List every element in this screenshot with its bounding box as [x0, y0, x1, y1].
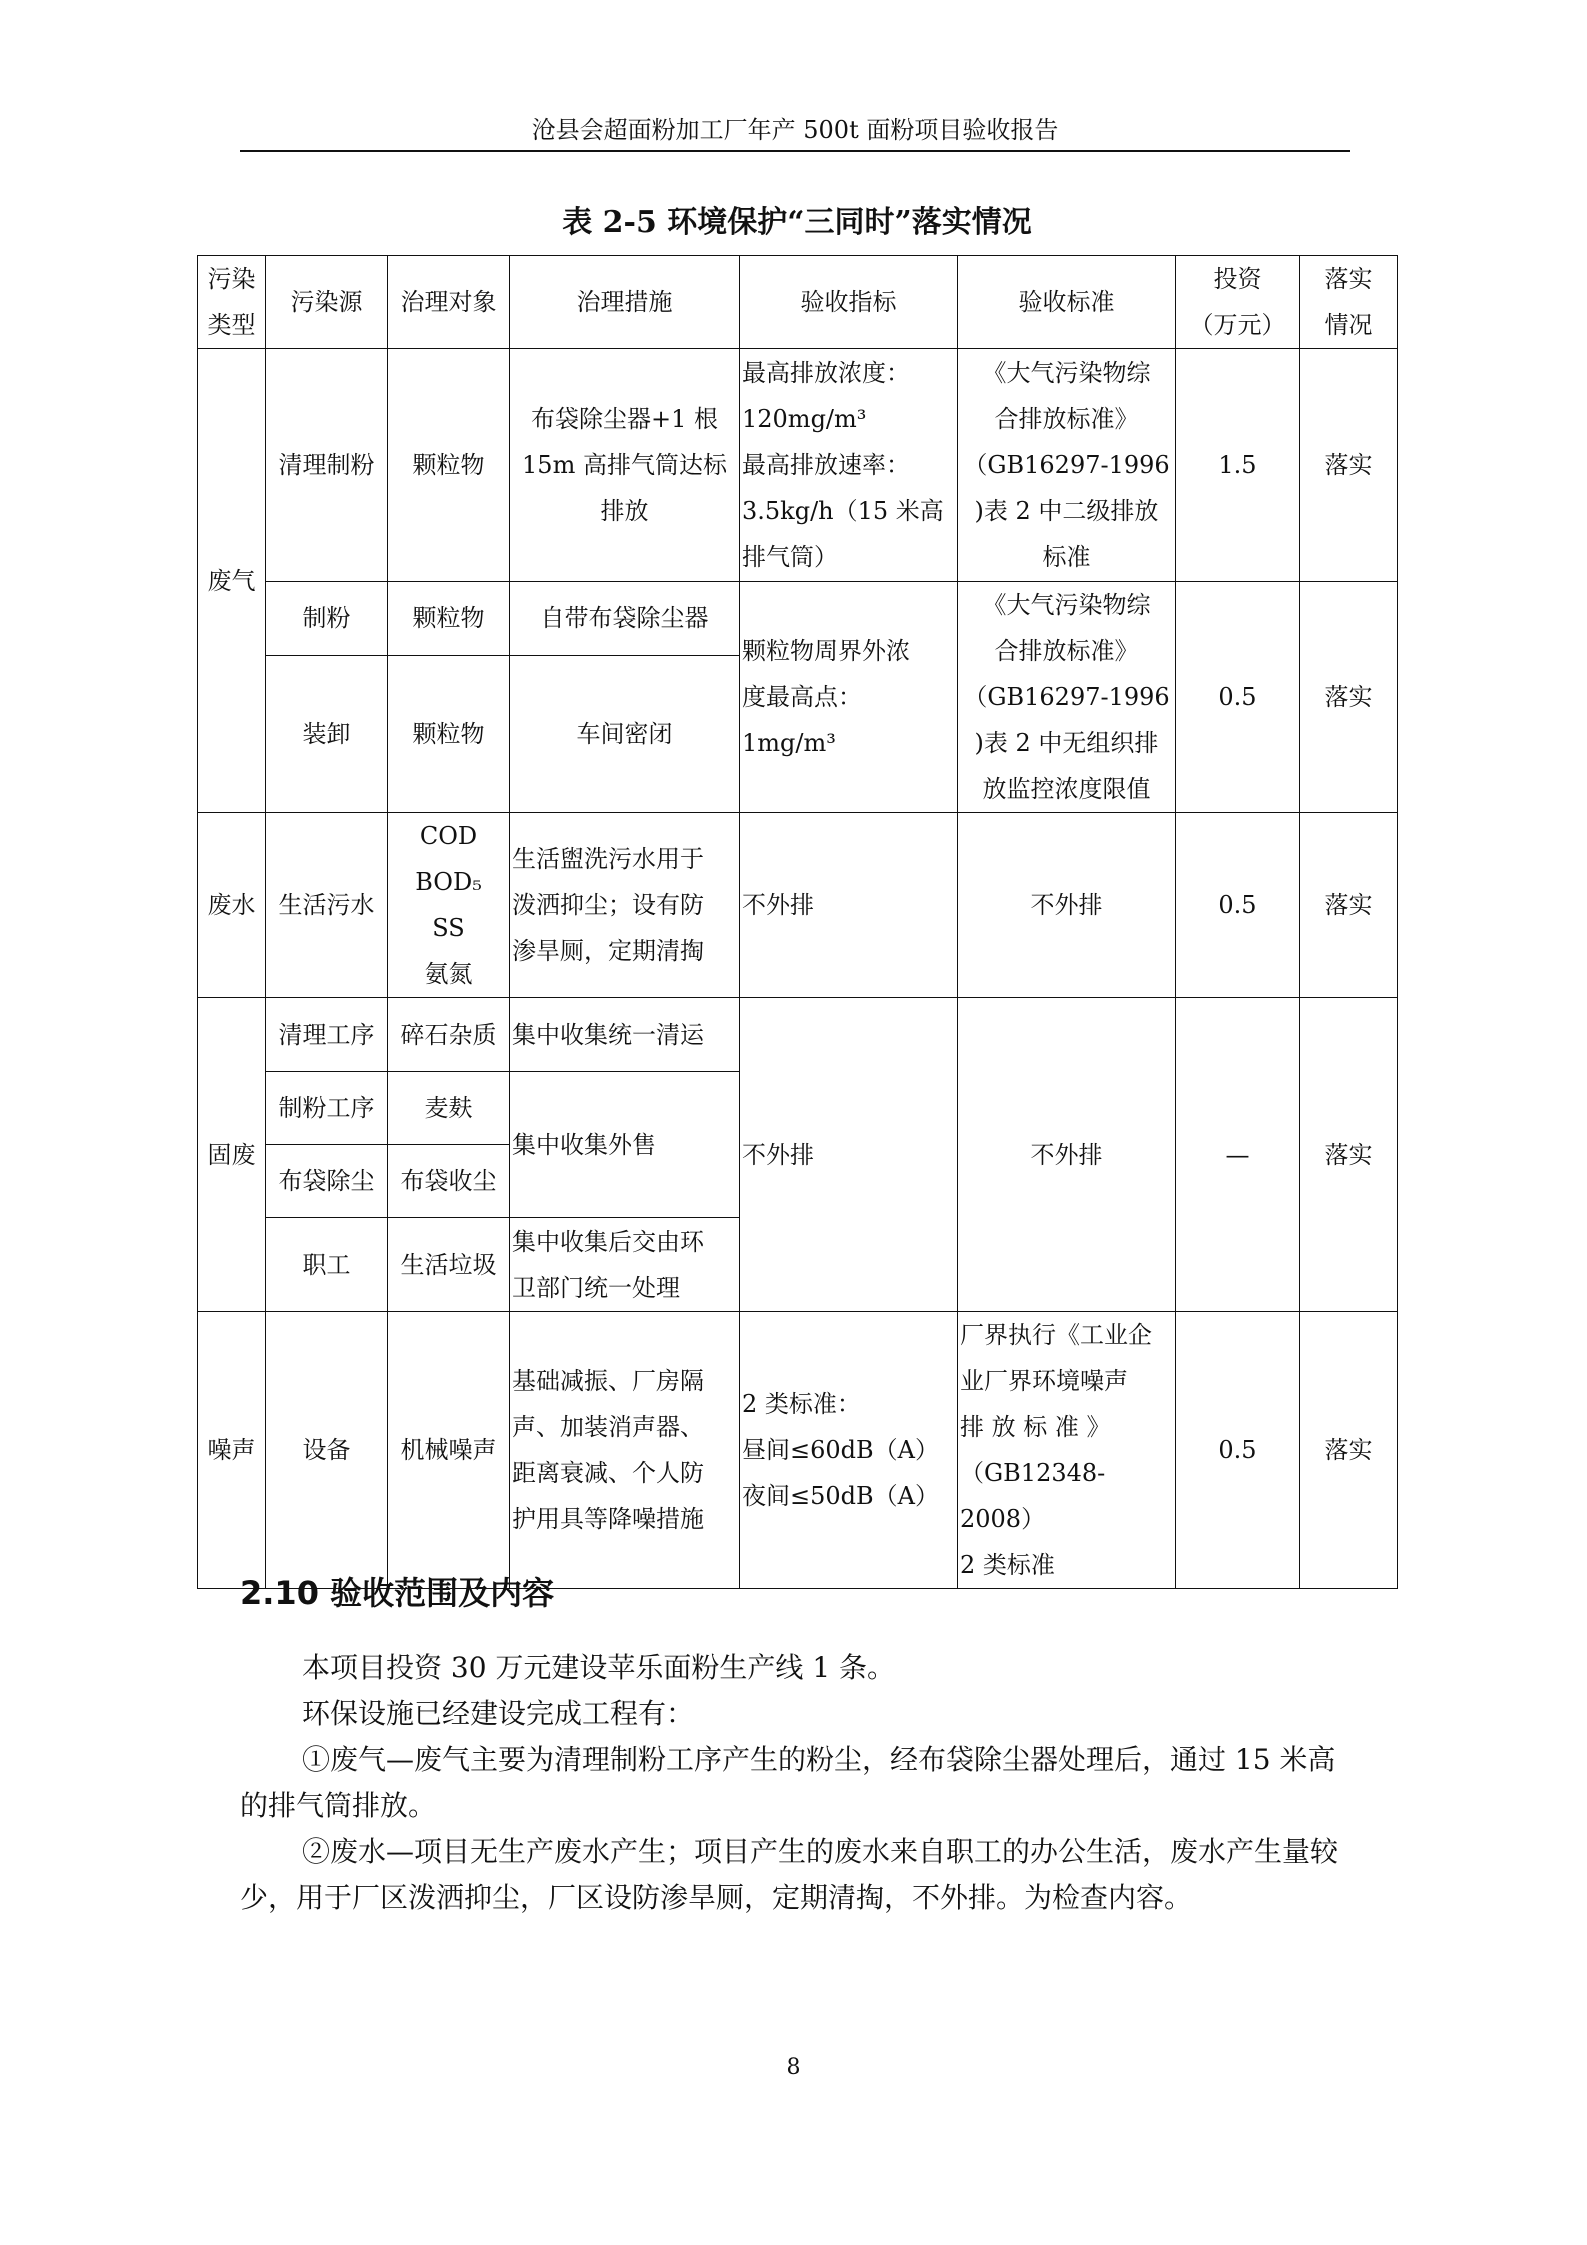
standard-cell: 《大气污染物综 合排放标准》 （GB16297-1996 )表 2 中二级排放 标准: [958, 349, 1176, 582]
table-header-row: [198, 256, 1398, 349]
object-cell: 生活垃圾: [388, 1218, 510, 1312]
measure-cell: 集中收集外售: [510, 1072, 740, 1218]
header-cell: 治理措施: [510, 256, 740, 349]
table-caption: 表 2-5 环境保护“三同时”落实情况: [562, 205, 1032, 240]
header-cell: 验收标准: [958, 256, 1176, 349]
source-cell: 装卸: [266, 655, 388, 812]
object-cell: 颗粒物: [388, 349, 510, 582]
standard-cell: 不外排: [958, 998, 1176, 1312]
table-row: [198, 582, 1398, 656]
paragraph: 环保设施已经建设完成工程有：: [302, 1697, 695, 1730]
pollution-type-cell: 固废: [198, 998, 266, 1312]
status-cell: 落实: [1300, 349, 1398, 582]
investment-cell: 0.5: [1176, 813, 1300, 998]
measure-cell: 车间密闭: [510, 655, 740, 812]
measure-cell: 生活盥洗污水用于 泼洒抑尘；设有防 渗旱厕，定期清掏: [510, 813, 740, 998]
measure-cell: 集中收集后交由环 卫部门统一处理: [510, 1218, 740, 1312]
paragraph: ②废水—项目无生产废水产生；项目产生的废水来自职工的办公生活，废水产生量较少，用于厂区泼洒抑尘，厂区设防渗旱厕，定期清掏，不外排。为检查内容。: [240, 1835, 1339, 1914]
status-cell: 落实: [1300, 582, 1398, 813]
object-cell: 颗粒物: [388, 582, 510, 656]
source-cell: 职工: [266, 1218, 388, 1312]
table-row: [198, 1312, 1398, 1589]
header-cell: 污染源: [266, 256, 388, 349]
source-cell: 制粉工序: [266, 1072, 388, 1145]
source-cell: 清理工序: [266, 998, 388, 1072]
table-row: [198, 349, 1398, 582]
page-number: 8: [786, 2055, 801, 2080]
pollution-type-cell: 废气: [198, 349, 266, 813]
measure-cell: 集中收集统一清运: [510, 998, 740, 1072]
pollution-type-cell: 噪声: [198, 1312, 266, 1589]
source-cell: 布袋除尘: [266, 1145, 388, 1218]
indicator-cell: 不外排: [740, 813, 958, 998]
status-cell: 落实: [1300, 813, 1398, 998]
standard-cell: 厂界执行《工业企 业厂界环境噪声 排 放 标 准 》 （GB12348-2008） 2 类标准: [958, 1312, 1176, 1589]
status-cell: 落实: [1300, 998, 1398, 1312]
source-cell: 生活污水: [266, 813, 388, 998]
object-cell: COD BOD₅ SS 氨氮: [388, 813, 510, 998]
measure-cell: 布袋除尘器+1 根 15m 高排气筒达标 排放: [510, 349, 740, 582]
object-cell: 碎石杂质: [388, 998, 510, 1072]
indicator-cell: 颗粒物周界外浓 度最高点：1mg/m³: [740, 582, 958, 813]
status-cell: 落实: [1300, 1312, 1398, 1589]
source-cell: 制粉: [266, 582, 388, 656]
standard-cell: 《大气污染物综 合排放标准》 （GB16297-1996 )表 2 中无组织排 放监控浓度限值: [958, 582, 1176, 813]
section-body: [240, 1645, 1352, 1921]
object-cell: 颗粒物: [388, 655, 510, 812]
indicator-cell: 不外排: [740, 998, 958, 1312]
pollution-type-cell: 废水: [198, 813, 266, 998]
header-cell: 污染 类型: [198, 256, 266, 349]
object-cell: 布袋收尘: [388, 1145, 510, 1218]
investment-cell: 1.5: [1176, 349, 1300, 582]
paragraph: ①废气—废气主要为清理制粉工序产生的粉尘，经布袋除尘器处理后，通过 15 米高的排气筒排放。: [240, 1743, 1336, 1822]
page-header: 沧县会超面粉加工厂年产 500t 面粉项目验收报告: [531, 116, 1059, 144]
header-cell: 验收指标: [740, 256, 958, 349]
indicator-cell: 2 类标准： 昼间≤60dB（A） 夜间≤50dB（A）: [740, 1312, 958, 1589]
source-cell: 清理制粉: [266, 349, 388, 582]
standard-cell: 不外排: [958, 813, 1176, 998]
header-cell: 投资 （万元）: [1176, 256, 1300, 349]
object-cell: 机械噪声: [388, 1312, 510, 1589]
investment-cell: 0.5: [1176, 582, 1300, 813]
measure-cell: 基础减振、厂房隔 声、加装消声器、 距离衰减、个人防 护用具等降噪措施: [510, 1312, 740, 1589]
indicator-cell: 最高排放浓度： 120mg/m³ 最高排放速率： 3.5kg/h（15 米高 排气筒）: [740, 349, 958, 582]
table-row: [198, 813, 1398, 998]
investment-cell: 0.5: [1176, 1312, 1300, 1589]
three-simultaneous-table: [197, 255, 1398, 1589]
object-cell: 麦麸: [388, 1072, 510, 1145]
measure-cell: 自带布袋除尘器: [510, 582, 740, 656]
section-title: 2.10 验收范围及内容: [240, 1574, 555, 1612]
investment-cell: —: [1176, 998, 1300, 1312]
header-cell: 落实 情况: [1300, 256, 1398, 349]
header-rule: [240, 150, 1350, 152]
table-row: [198, 998, 1398, 1072]
source-cell: 设备: [266, 1312, 388, 1589]
header-cell: 治理对象: [388, 256, 510, 349]
paragraph: 本项目投资 30 万元建设苹乐面粉生产线 1 条。: [302, 1651, 896, 1684]
